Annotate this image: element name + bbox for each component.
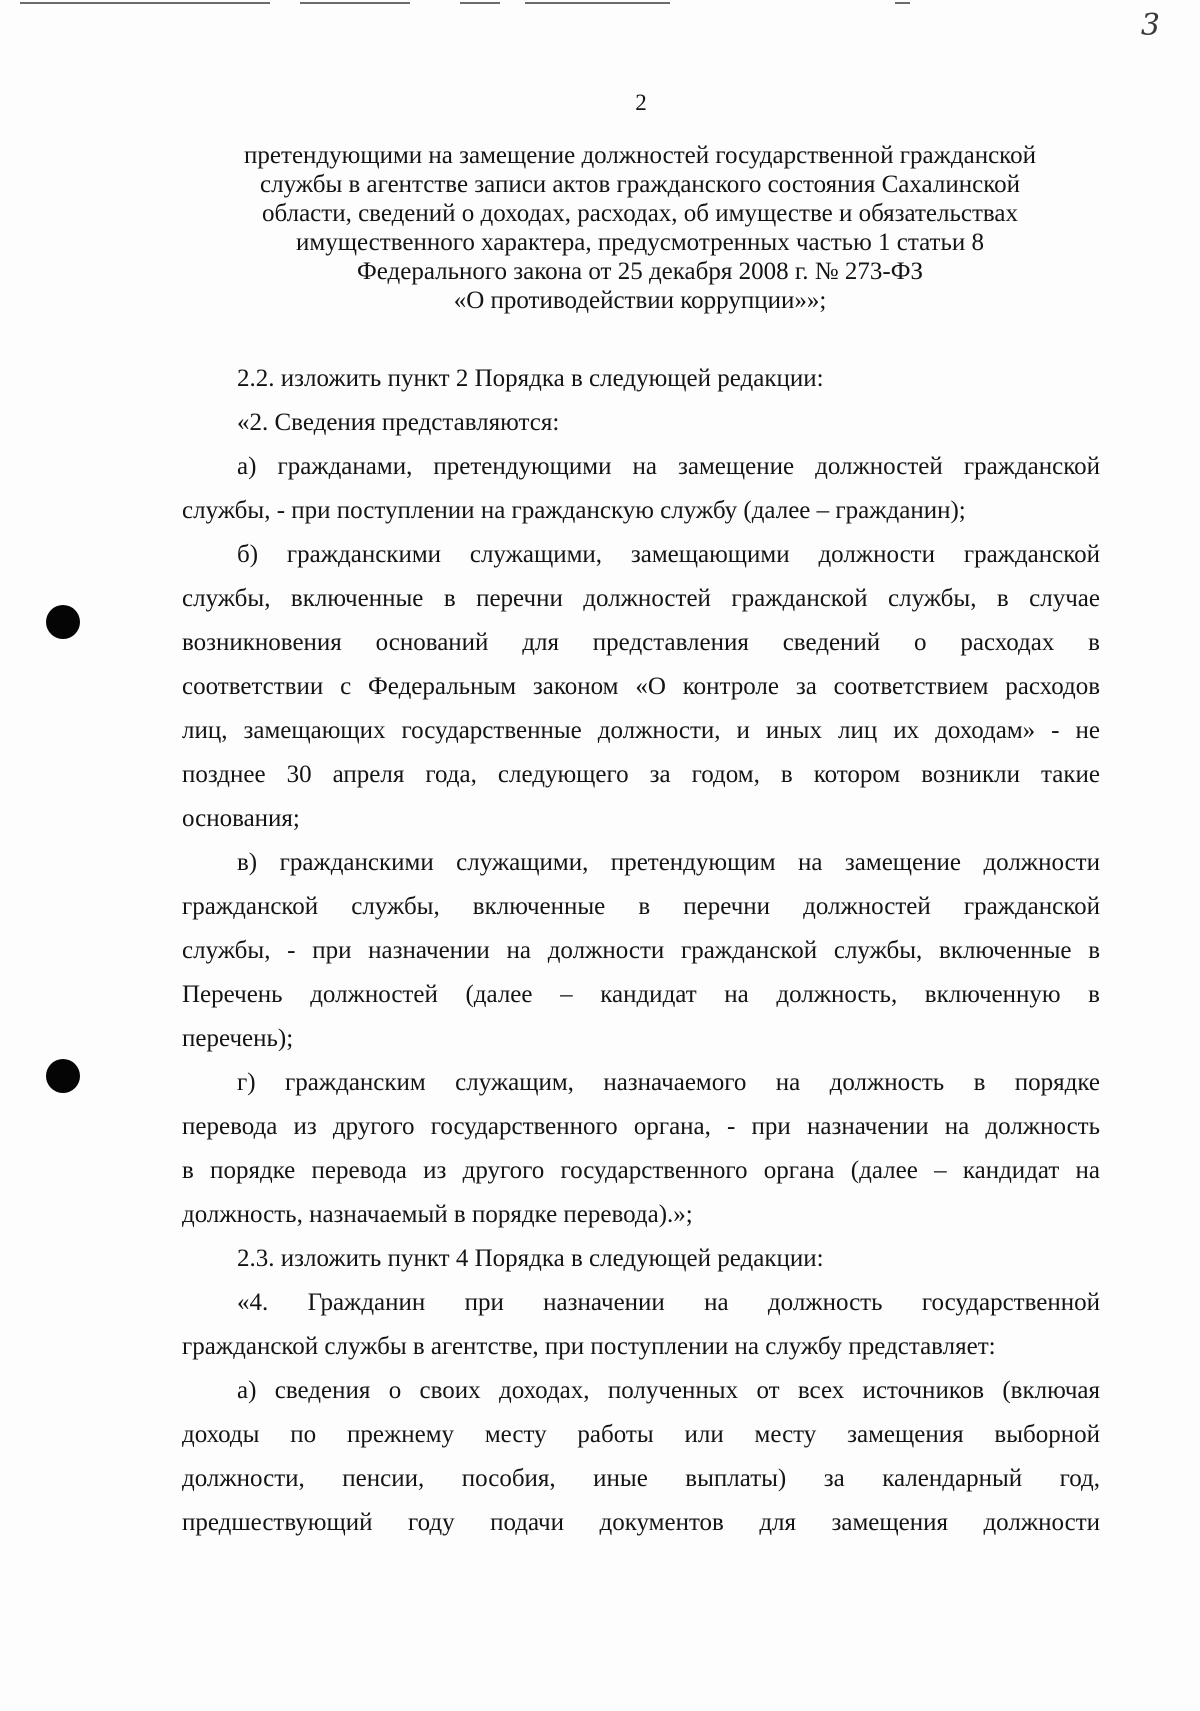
continued-title xyxy=(190,141,1090,315)
clause-4-item-a-line: предшествующий году подачи документов для замещения должности xyxy=(182,1509,1100,1536)
clause-2-intro: «2. Сведения представляются: xyxy=(237,409,560,436)
item-a-line: службы, - при поступлении на гражданскую службу (далее – гражданин); xyxy=(182,497,966,524)
item-a-line: а) гражданами, претендующими на замещение должностей гражданской xyxy=(237,453,1100,480)
item-g-line: должность, назначаемый в порядке перевода).»; xyxy=(182,1201,693,1228)
amendment-2-3-heading: 2.3. изложить пункт 4 Порядка в следующей редакции: xyxy=(237,1245,824,1272)
item-g-line: перевода из другого государственного органа, - при назначении на должность xyxy=(182,1113,1100,1140)
item-v-line: Перечень должностей (далее – кандидат на должность, включенную в xyxy=(182,981,1100,1008)
punch-hole xyxy=(46,605,80,639)
handwritten-sheet-number: 3 xyxy=(1140,8,1160,43)
scan-artifact-line xyxy=(525,2,670,4)
amendment-2-2-heading: 2.2. изложить пункт 2 Порядка в следующей редакции: xyxy=(237,365,824,392)
scan-artifact-line xyxy=(300,2,410,4)
item-v-line: службы, - при назначении на должности гражданской службы, включенные в xyxy=(182,937,1100,964)
title-line: области, сведений о доходах, расходах, об имуществе и обязательствах xyxy=(262,200,1018,227)
item-b-line: лиц, замещающих государственные должности, и иных лиц их доходам» - не xyxy=(182,717,1100,744)
item-b-line: соответствии с Федеральным законом «О контроле за соответствием расходов xyxy=(182,673,1100,700)
title-line: претендующими на замещение должностей государственной гражданской xyxy=(244,142,1036,169)
item-b-line: службы, включенные в перечни должностей гражданской службы, в случае xyxy=(182,585,1100,612)
item-b-line: возникновения оснований для представления сведений о расходах в xyxy=(182,629,1100,656)
clause-4-item-a-line: а) сведения о своих доходах, полученных от всех источников (включая xyxy=(237,1377,1100,1404)
punch-hole xyxy=(46,1059,80,1093)
document-body xyxy=(182,357,1100,1545)
clause-4-item-a-line: должности, пенсии, пособия, иные выплаты) за календарный год, xyxy=(182,1465,1100,1492)
item-g-line: г) гражданским служащим, назначаемого на должность в порядке xyxy=(237,1069,1100,1096)
title-line: службы в агентстве записи актов гражданского состояния Сахалинской xyxy=(260,171,1020,198)
scan-artifact-line xyxy=(460,2,500,4)
page-number: 2 xyxy=(635,90,647,115)
clause-4-item-a-line: доходы по прежнему месту работы или месту замещения выборной xyxy=(182,1421,1100,1448)
item-v-line: гражданской службы, включенные в перечни должностей гражданской xyxy=(182,893,1100,920)
clause-4-line: «4. Гражданин при назначении на должность государственной xyxy=(237,1289,1100,1316)
item-v-line: в) гражданскими служащими, претендующим на замещение должности xyxy=(237,849,1100,876)
scan-artifact-line xyxy=(895,2,910,4)
title-line: имущественного характера, предусмотренных частью 1 статьи 8 xyxy=(296,229,984,256)
clause-4-line: гражданской службы в агентстве, при поступлении на службу представляет: xyxy=(182,1333,996,1360)
item-b-line: основания; xyxy=(182,805,300,832)
item-v-line: перечень); xyxy=(182,1025,294,1052)
item-b-line: б) гражданскими служащими, замещающими должности гражданской xyxy=(237,541,1100,568)
item-g-line: в порядке перевода из другого государственного органа (далее – кандидат на xyxy=(182,1157,1100,1184)
title-line: Федерального закона от 25 декабря 2008 г. № 273-ФЗ xyxy=(357,258,923,285)
title-line: «О противодействии коррупции»»; xyxy=(453,287,827,314)
scan-artifact-line xyxy=(20,2,270,4)
item-b-line: позднее 30 апреля года, следующего за годом, в котором возникли такие xyxy=(182,761,1100,788)
